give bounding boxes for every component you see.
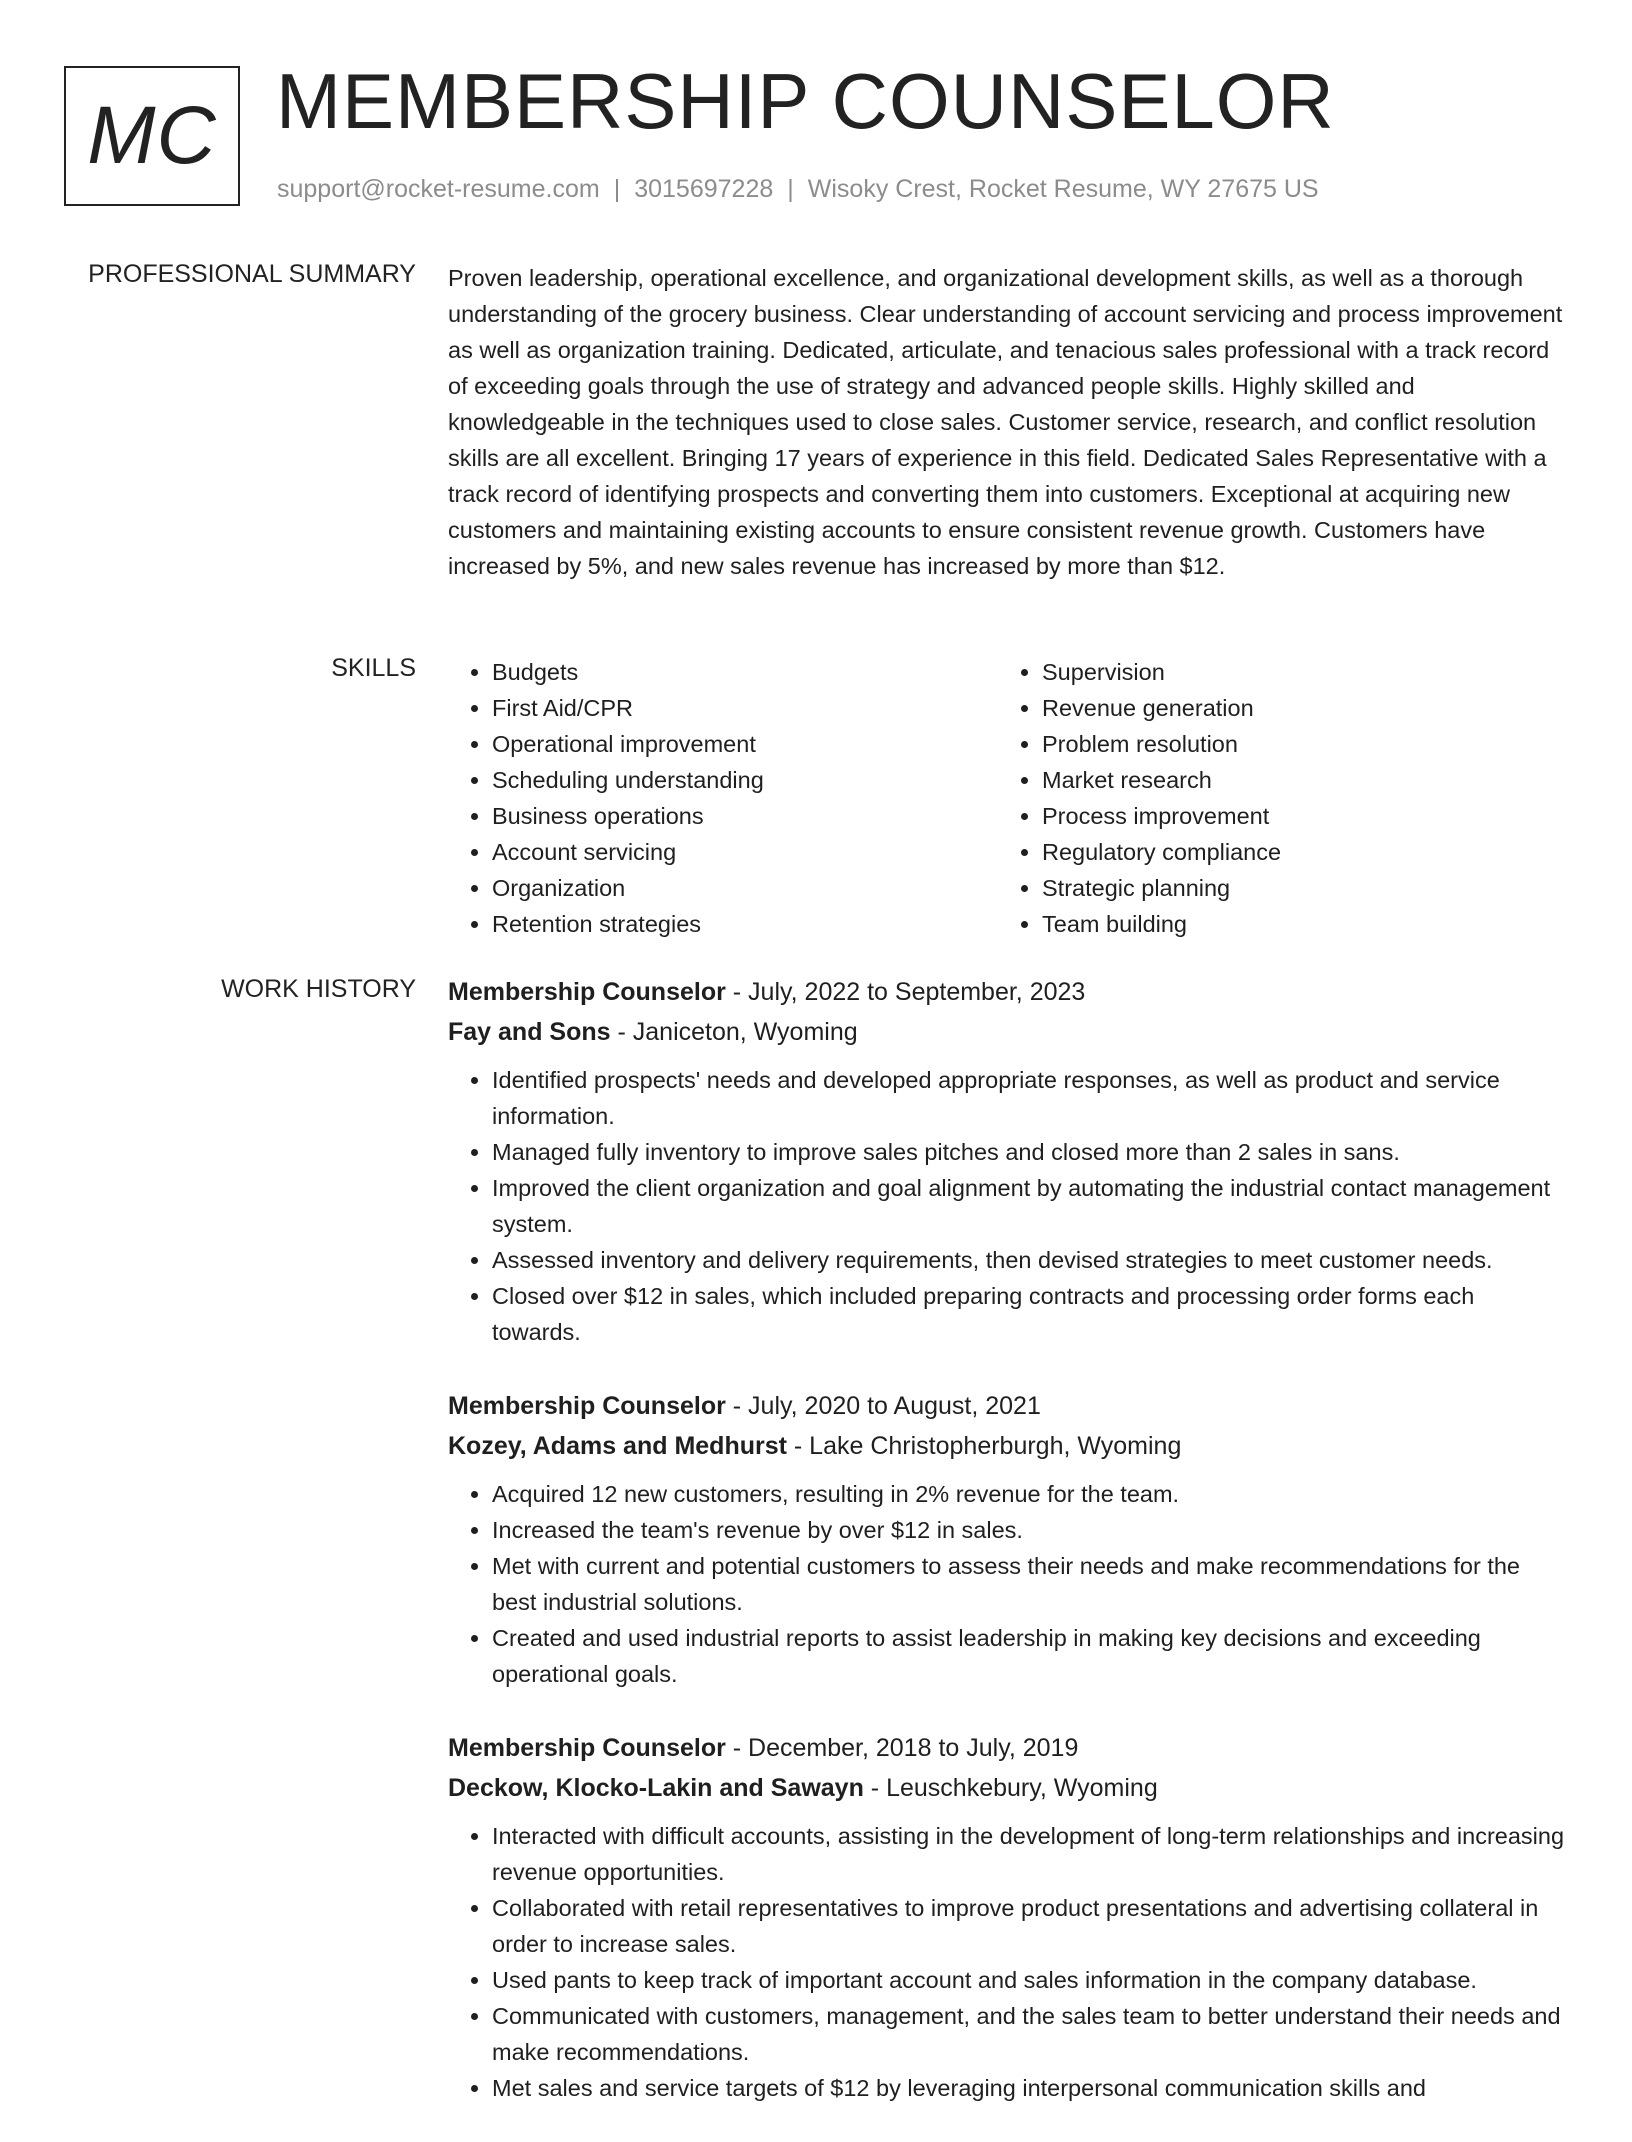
job-entry: [448, 972, 1566, 1350]
job-company-line: [448, 1768, 1566, 1808]
job-dates: - July, 2022 to September, 2023: [725, 978, 1086, 1006]
job-bullet: • Assessed inventory and delivery requirements, then devised strategies to meet customer needs.: [492, 1242, 1566, 1278]
job-title-line: [448, 1386, 1566, 1426]
skill-item: • Retention strategies: [492, 906, 998, 942]
skill-item: • Budgets: [492, 654, 998, 690]
job-bullet: • Closed over $12 in sales, which included preparing contracts and processing order forms each towards.: [492, 1278, 1566, 1350]
skill-item: • Problem resolution: [1042, 726, 1548, 762]
job-title: Membership Counselor: [448, 1734, 726, 1762]
job-bullet: • Used pants to keep track of important account and sales information in the company database.: [492, 1962, 1566, 1998]
contact-line: [277, 175, 1319, 204]
contact-email[interactable]: support@rocket-resume.com: [277, 175, 600, 203]
work-section: [448, 972, 1566, 2142]
summary-text: Proven leadership, operational excellence, and organizational development skills, as well as a thorough understanding of the grocery business. Clear understanding of account servicing and process improvement as well as organization training. Dedicated, articulate, and tenacious sales professional with a track record of exceeding goals through the use of strategy and advanced people skills. Highly skilled and knowledgeable in the techniques used to close sales. Customer service, research, and conflict resolution skills are all excellent. Bringing 17 years of experience in this field. Dedicated Sales Representative with a track record of identifying prospects and converting them into customers. Exceptional at acquiring new customers and maintaining existing accounts to ensure consistent revenue growth. Customers have increased by 5%, and new sales revenue has increased by more than $12.: [448, 265, 1563, 579]
skill-item: • Strategic planning: [1042, 870, 1548, 906]
skill-item: • Organization: [492, 870, 998, 906]
skill-item: • Market research: [1042, 762, 1548, 798]
skill-item: • Regulatory compliance: [1042, 834, 1548, 870]
job-bullet: • Met sales and service targets of $12 by leveraging interpersonal communication skills and: [492, 2070, 1566, 2106]
summary-section: [448, 260, 1566, 584]
job-bullet: • Met with current and potential customers to assess their needs and make recommendations for the best industrial solutions.: [492, 1548, 1566, 1620]
job-entry: [448, 1728, 1566, 2106]
section-label-skills: SKILLS: [331, 654, 416, 682]
job-company: Deckow, Klocko-Lakin and Sawayn: [448, 1774, 864, 1802]
job-bullet: • Acquired 12 new customers, resulting in 2% revenue for the team.: [492, 1476, 1566, 1512]
contact-phone[interactable]: 3015697228: [634, 175, 774, 203]
job-bullets: [448, 1476, 1566, 1692]
skill-item: • Scheduling understanding: [492, 762, 998, 798]
job-title-line: [448, 1728, 1566, 1768]
monogram: MC: [64, 66, 240, 206]
job-title: Membership Counselor: [448, 1392, 726, 1420]
contact-separator: |: [613, 175, 621, 203]
resume-title: MEMBERSHIP COUNSELOR: [276, 57, 1335, 145]
job-bullet: • Collaborated with retail representatives to improve product presentations and advertising collateral in order to increase sales.: [492, 1890, 1566, 1962]
job-title-line: [448, 972, 1566, 1012]
skill-item: • Operational improvement: [492, 726, 998, 762]
skill-item: • Account servicing: [492, 834, 998, 870]
contact-address: Wisoky Crest, Rocket Resume, WY 27675 US: [807, 175, 1319, 203]
job-bullet: • Identified prospects' needs and developed appropriate responses, as well as product and service information.: [492, 1062, 1566, 1134]
job-bullet: • Created and used industrial reports to assist leadership in making key decisions and exceeding operational goals.: [492, 1620, 1566, 1692]
section-label-work: WORK HISTORY: [221, 975, 416, 1003]
job-location: - Lake Christopherburgh, Wyoming: [786, 1432, 1182, 1460]
job-company: Kozey, Adams and Medhurst: [448, 1432, 787, 1460]
job-bullets: [448, 1818, 1566, 2106]
job-dates: - December, 2018 to July, 2019: [725, 1734, 1079, 1762]
job-bullet: • Communicated with customers, management, and the sales team to better understand their needs and make recommendations.: [492, 1998, 1566, 2070]
contact-separator: |: [787, 175, 794, 203]
job-title: Membership Counselor: [448, 978, 726, 1006]
job-location: - Janiceton, Wyoming: [610, 1018, 858, 1046]
skills-list-left: [448, 654, 998, 942]
job-bullet: • Improved the client organization and goal alignment by automating the industrial contact management system.: [492, 1170, 1566, 1242]
job-entry: [448, 1386, 1566, 1692]
job-bullet: • Increased the team's revenue by over $12 in sales.: [492, 1512, 1566, 1548]
section-label-summary: PROFESSIONAL SUMMARY: [88, 260, 416, 288]
job-bullets: [448, 1062, 1566, 1350]
skills-list-right: [998, 654, 1548, 942]
job-company-line: [448, 1426, 1566, 1466]
skill-item: • Revenue generation: [1042, 690, 1548, 726]
job-location: - Leuschkebury, Wyoming: [863, 1774, 1158, 1802]
job-company: Fay and Sons: [448, 1018, 611, 1046]
skills-grid: [448, 654, 1566, 942]
job-company-line: [448, 1012, 1566, 1052]
job-bullet: • Managed fully inventory to improve sales pitches and closed more than 2 sales in sans.: [492, 1134, 1566, 1170]
skill-item: • Business operations: [492, 798, 998, 834]
job-bullet: • Interacted with difficult accounts, assisting in the development of long-term relationships and increasing revenue opportunities.: [492, 1818, 1566, 1890]
skill-item: • Process improvement: [1042, 798, 1548, 834]
skills-section: [448, 654, 1566, 942]
skill-item: • First Aid/CPR: [492, 690, 998, 726]
skill-item: • Team building: [1042, 906, 1548, 942]
job-dates: - July, 2020 to August, 2021: [725, 1392, 1041, 1420]
skill-item: • Supervision: [1042, 654, 1548, 690]
